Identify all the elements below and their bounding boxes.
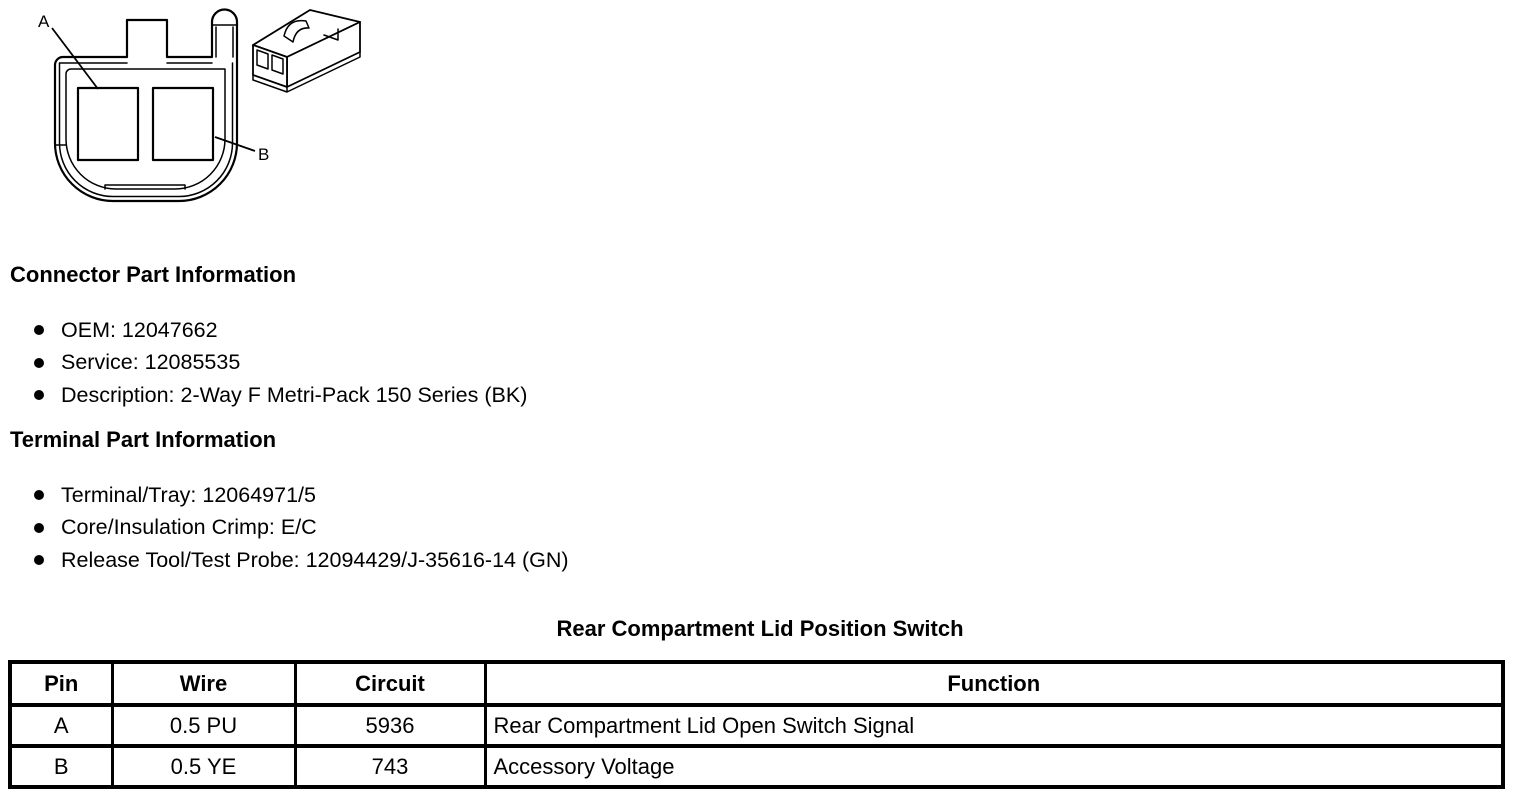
leader-line-b	[215, 137, 255, 151]
list-item-text: Service: 12085535	[61, 350, 241, 375]
terminal-part-list	[10, 479, 569, 577]
terminal-3d-view	[253, 10, 360, 92]
column-header-wire: Wire	[112, 662, 295, 705]
column-header-pin: Pin	[10, 662, 112, 705]
table-row	[10, 746, 1503, 787]
wire-cell: 0.5 PU	[112, 705, 295, 746]
list-item	[10, 379, 527, 412]
bullet-icon	[34, 390, 44, 400]
pin-cell: B	[10, 746, 112, 787]
list-item-text: Release Tool/Test Probe: 12094429/J-35616-14 (GN)	[61, 547, 569, 572]
connector-face-view	[55, 9, 237, 201]
bullet-icon	[34, 325, 44, 335]
function-cell: Rear Compartment Lid Open Switch Signal	[485, 705, 1503, 746]
connector-part-list	[10, 314, 527, 412]
list-item-text: Description: 2-Way F Metri-Pack 150 Series (BK)	[61, 382, 528, 407]
list-item-text: Core/Insulation Crimp: E/C	[61, 515, 317, 540]
pinout-table	[8, 660, 1505, 789]
connector-part-heading: Connector Part Information	[10, 262, 297, 287]
bullet-icon	[34, 358, 44, 368]
list-item	[10, 347, 527, 380]
table-header-row	[10, 662, 1503, 705]
circuit-cell: 5936	[295, 705, 485, 746]
pin-a-label: A	[38, 12, 50, 31]
column-header-function: Function	[485, 662, 1503, 705]
bullet-icon	[34, 490, 44, 500]
list-item-text: OEM: 12047662	[61, 317, 218, 342]
connector-face-diagram	[28, 2, 378, 224]
list-item	[10, 544, 569, 577]
cavity-b	[153, 88, 213, 160]
table-row	[10, 705, 1503, 746]
bullet-icon	[34, 555, 44, 565]
function-cell: Accessory Voltage	[485, 746, 1503, 787]
wire-cell: 0.5 YE	[112, 746, 295, 787]
circuit-cell: 743	[295, 746, 485, 787]
cavity-a	[78, 88, 138, 160]
terminal-part-heading: Terminal Part Information	[10, 427, 277, 452]
list-item	[10, 314, 527, 347]
bullet-icon	[34, 523, 44, 533]
column-header-circuit: Circuit	[295, 662, 485, 705]
pin-cell: A	[10, 705, 112, 746]
list-item	[10, 512, 569, 545]
list-item-text: Terminal/Tray: 12064971/5	[61, 482, 316, 507]
table-title: Rear Compartment Lid Position Switch	[556, 616, 964, 641]
connector-diagram	[28, 2, 378, 224]
list-item	[10, 479, 569, 512]
pin-b-label: B	[258, 145, 270, 164]
